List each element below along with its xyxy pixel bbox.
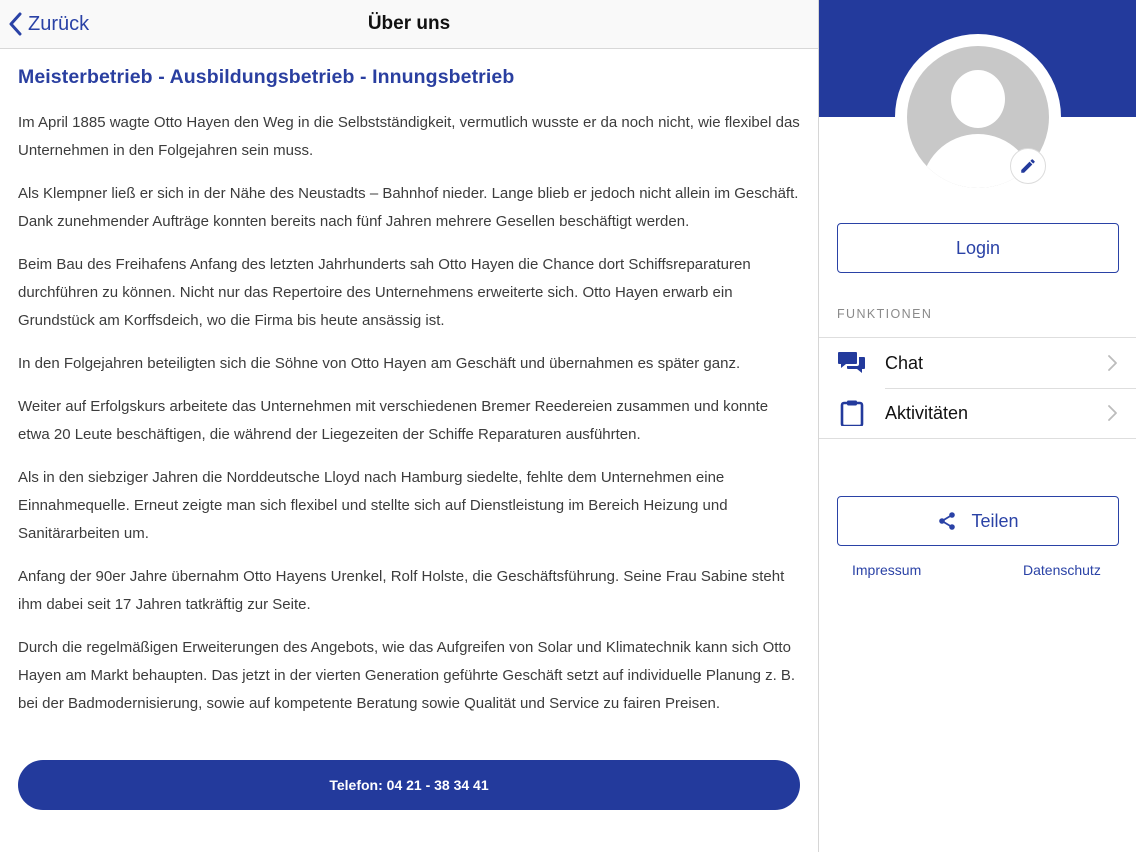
- phone-button[interactable]: Telefon: 04 21 - 38 34 41: [18, 760, 800, 810]
- paragraph: Im April 1885 wagte Otto Hayen den Weg in die Selbstständigkeit, vermutlich wusste er da noch nicht, wie flexibel das Unternehmen in den Folgejahren sein muss.: [18, 114, 800, 159]
- page-title: Über uns: [367, 13, 451, 34]
- headline: Meisterbetrieb - Ausbildungsbetrieb - Innungsbetrieb: [18, 66, 515, 88]
- paragraph: Als in den siebziger Jahren die Norddeutsche Lloyd nach Hamburg siedelte, fehlte dem Unternehmen eine Einnahmequelle. Erneut zeigte man sich flexibel und stellte sich auf Dienstleistung im Bereich Heizung und Sanitärarbeiten um.: [18, 469, 728, 542]
- clipboard-icon: [838, 400, 866, 426]
- sidebar: [818, 0, 1136, 852]
- menu-label-aktivitaeten: Aktivitäten: [885, 402, 969, 423]
- paragraph: Weiter auf Erfolgskurs arbeitete das Unternehmen mit verschiedenen Bremer Reedereien zusammen und konnte etwa 20 Leute beschäftigen, die während der Liegezeiten der Schiffe Reparaturen ausführten.: [18, 398, 769, 443]
- paragraph: Anfang der 90er Jahre übernahm Otto Hayens Urenkel, Rolf Holste, die Geschäftsführung. Seine Frau Sabine steht ihm dabei seit 17 Jahren tatkräftig zur Seite.: [18, 568, 785, 613]
- menu-item-chat[interactable]: [819, 338, 1136, 388]
- section-label-funktionen: FUNKTIONEN: [837, 307, 933, 321]
- functions-menu: [819, 337, 1136, 439]
- navigation-bar: [0, 0, 818, 49]
- paragraph: Als Klempner ließ er sich in der Nähe des Neustadts – Bahnhof nieder. Lange blieb er jedoch nicht allein im Geschäft. Dank zunehmender Aufträge konnten bereits nach fünf Jahren mehrere Gesellen beschäftigt werden.: [18, 185, 799, 230]
- paragraph: In den Folgejahren beteiligten sich die Söhne von Otto Hayen am Geschäft und übernahmen es später ganz.: [18, 355, 741, 372]
- menu-item-aktivitaeten[interactable]: [819, 388, 1136, 438]
- share-icon: [937, 511, 957, 531]
- paragraph: Durch die regelmäßigen Erweiterungen des Angebots, wie das Aufgreifen von Solar und Klimatechnik kann sich Otto Hayen am Markt behaupten. Das jetzt in der vierten Generation geführte Geschäft setzt auf individuelle Planung z. B. bei der Badmodernisierung, sowie auf kompetente Beratung sowie Qualität und Service zu fairen Preisen.: [18, 639, 796, 712]
- share-label: Teilen: [971, 510, 1019, 531]
- back-label: Zurück: [28, 12, 90, 35]
- pencil-icon: [1019, 157, 1037, 175]
- edit-avatar-button[interactable]: [1010, 148, 1046, 184]
- impressum-link[interactable]: Impressum: [852, 562, 922, 578]
- menu-label-chat: Chat: [885, 352, 924, 373]
- avatar-head-shape: [951, 70, 1005, 128]
- datenschutz-link[interactable]: Datenschutz: [1023, 562, 1101, 578]
- share-button[interactable]: [837, 496, 1119, 546]
- chevron-right-icon: [1108, 405, 1117, 421]
- paragraph: Beim Bau des Freihafens Anfang des letzten Jahrhunderts sah Otto Hayen die Chance dort Schiffsreparaturen durchführen zu können. Nicht nur das Repertoire des Unternehmens erweiterte sich. Otto Hayen erwarb ein Grundstück am Korffsdeich, wo die Firma bis heute ansässig ist.: [18, 256, 751, 329]
- about-content: [18, 66, 802, 733]
- chevron-right-icon: [1108, 355, 1117, 371]
- login-button[interactable]: Login: [837, 223, 1119, 273]
- chat-icon: [838, 350, 866, 376]
